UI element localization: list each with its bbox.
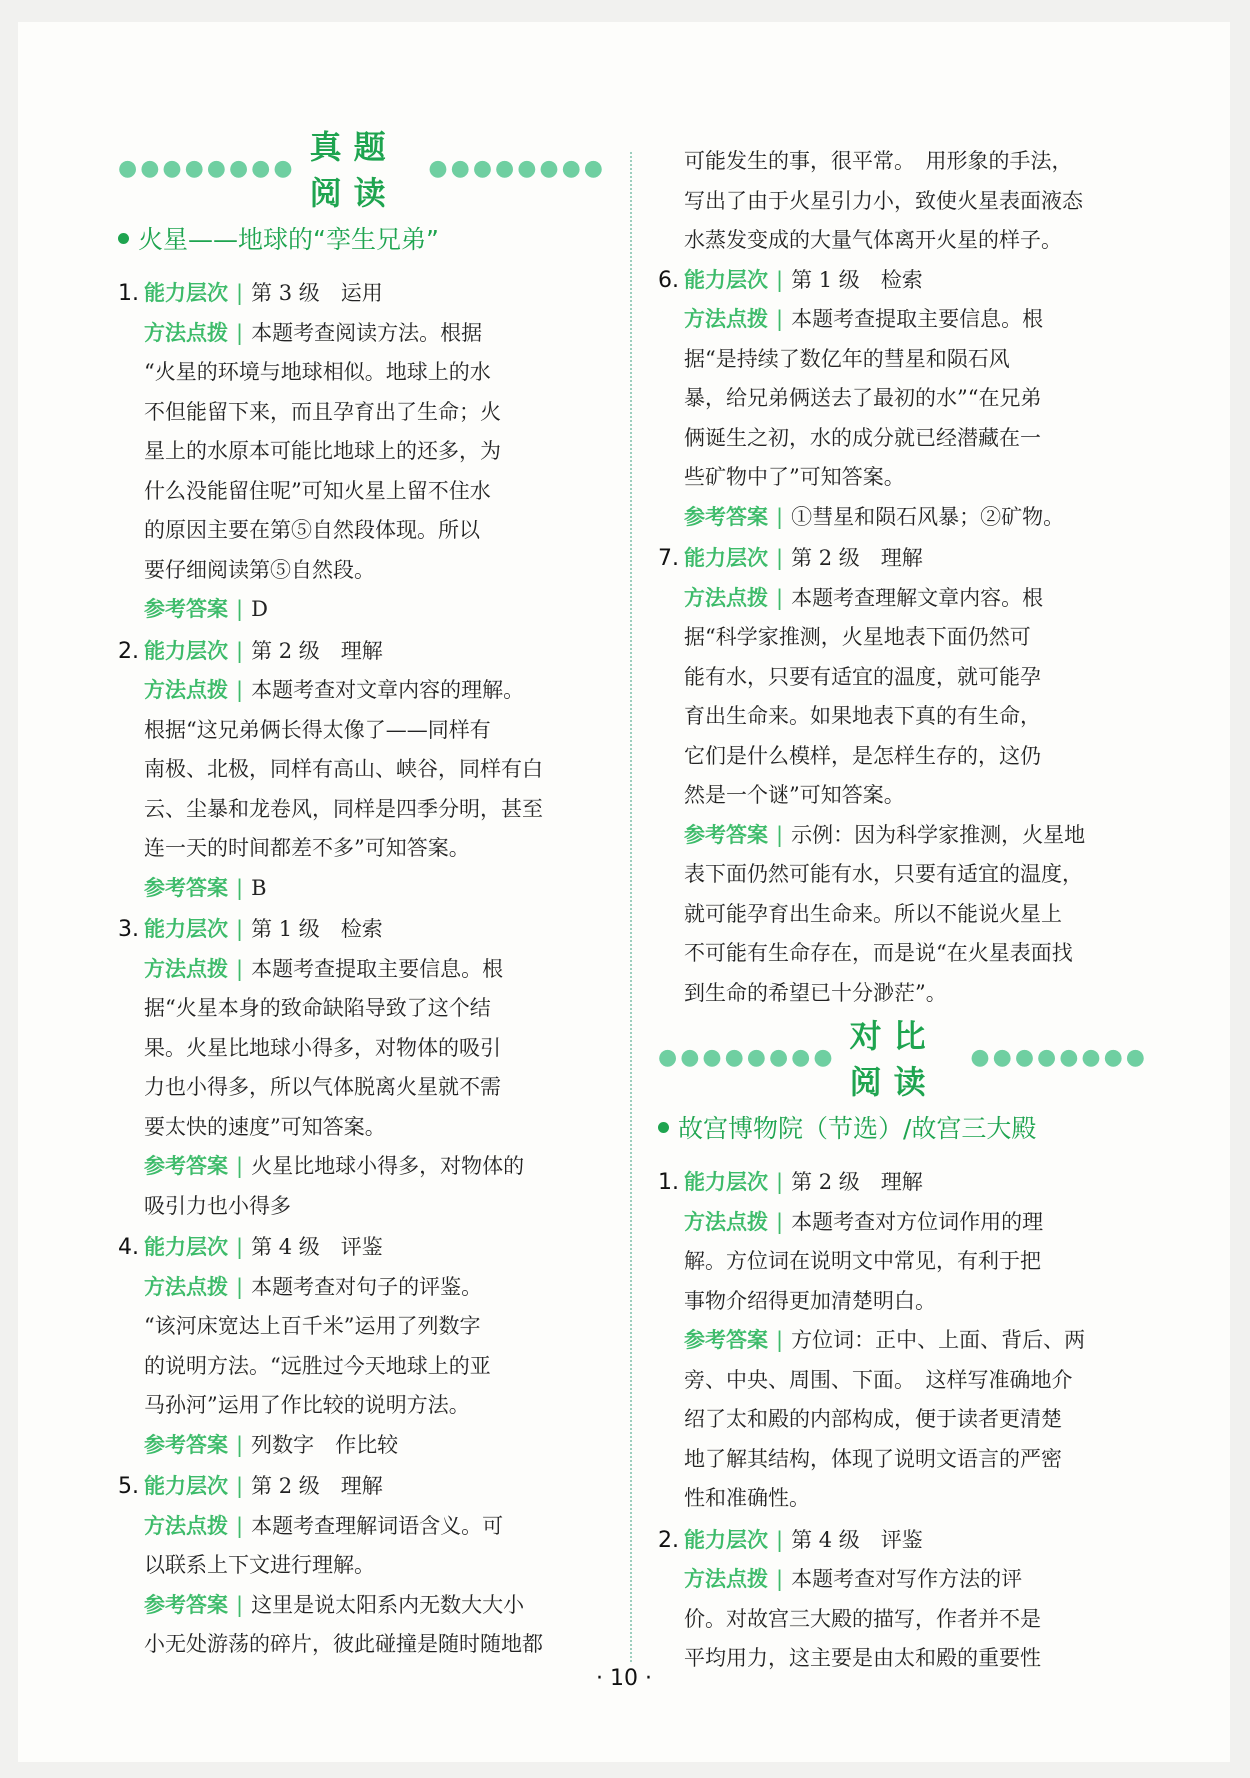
separator: | bbox=[236, 956, 244, 981]
level-tag: 能力层次 bbox=[684, 1170, 768, 1194]
text-line bbox=[658, 816, 1148, 856]
question-item bbox=[658, 1521, 1148, 1679]
text-segment: 本题考查阅读方法。根据 bbox=[251, 320, 483, 345]
separator: | bbox=[236, 1592, 244, 1617]
text-segment: 南极、北极，同样有高山、峡谷，同样有白 bbox=[144, 757, 543, 781]
section-header bbox=[658, 1017, 1148, 1101]
label-tag: 方法点拨 bbox=[684, 1209, 768, 1234]
separator: | bbox=[236, 1474, 244, 1498]
level-value: 第 2 级 理解 bbox=[791, 546, 923, 570]
right-column bbox=[658, 142, 1148, 1681]
level-tag: 能力层次 bbox=[144, 917, 228, 941]
text-line bbox=[118, 1426, 606, 1466]
question-item bbox=[118, 632, 606, 909]
separator: | bbox=[776, 822, 784, 847]
level-tag: 能力层次 bbox=[144, 281, 228, 305]
text-line bbox=[118, 1546, 606, 1586]
text-line bbox=[118, 1347, 606, 1387]
text-line bbox=[118, 1068, 606, 1108]
text-line bbox=[658, 579, 1148, 619]
decorative-dots: ●●●●●●●● bbox=[428, 155, 606, 181]
text-line bbox=[118, 472, 606, 512]
separator: | bbox=[236, 1432, 244, 1457]
text-segment: 马孙河”运用了作比较的说明方法。 bbox=[144, 1393, 470, 1417]
text-line bbox=[118, 1307, 606, 1347]
separator: | bbox=[776, 307, 784, 331]
text-segment: 事物介绍得更加清楚明白。 bbox=[684, 1288, 936, 1313]
article-title-text: 火星——地球的“孪生兄弟” bbox=[138, 225, 439, 254]
question-level-line bbox=[118, 1467, 606, 1507]
level-value: 第 1 级 检索 bbox=[791, 267, 923, 292]
section-title: 对比阅读 bbox=[849, 1017, 938, 1101]
text-segment: 旁、中央、周围、下面。 这样写准确地介 bbox=[684, 1367, 1073, 1392]
text-segment: 根据“这兄弟俩长得太像了——同样有 bbox=[144, 717, 491, 742]
separator: | bbox=[236, 638, 244, 663]
bullet-icon bbox=[118, 233, 129, 244]
label-tag: 参考答案 bbox=[144, 875, 228, 900]
text-segment: 据“科学家推测，火星地表下面仍然可 bbox=[684, 625, 1031, 649]
text-line bbox=[118, 551, 606, 591]
column-divider bbox=[630, 152, 632, 1662]
question-level-line bbox=[118, 274, 606, 314]
text-segment: 列数字 作比较 bbox=[251, 1432, 399, 1457]
text-line bbox=[658, 1242, 1148, 1282]
text-line bbox=[118, 1268, 606, 1308]
question-number: 1. bbox=[118, 281, 139, 306]
text-line bbox=[118, 989, 606, 1029]
text-line: 写出了由于火星引力小，致使火星表面液态 bbox=[684, 188, 1083, 213]
text-segment: 火星比地球小得多，对物体的 bbox=[251, 1154, 525, 1178]
question-item bbox=[118, 1467, 606, 1665]
text-line bbox=[658, 300, 1148, 340]
label-tag: 参考答案 bbox=[684, 1328, 768, 1352]
text-segment: 性和准确性。 bbox=[684, 1486, 810, 1510]
level-tag: 能力层次 bbox=[144, 1235, 228, 1259]
separator: | bbox=[236, 1235, 244, 1259]
level-tag: 能力层次 bbox=[144, 638, 228, 663]
question-item bbox=[658, 1163, 1148, 1519]
text-segment: ①彗星和陨石风暴；②矿物。 bbox=[791, 504, 1065, 529]
text-line bbox=[118, 869, 606, 909]
text-line bbox=[658, 458, 1148, 498]
text-line bbox=[118, 711, 606, 751]
text-line bbox=[118, 1147, 606, 1187]
level-tag: 能力层次 bbox=[684, 267, 768, 292]
separator: | bbox=[236, 1513, 244, 1538]
text-segment: 小无处游荡的碎片，彼此碰撞是随时随地都 bbox=[144, 1632, 543, 1656]
text-line bbox=[658, 1361, 1148, 1401]
decorative-dots: ●●●●●●●● bbox=[970, 1044, 1148, 1070]
level-value: 第 4 级 评鉴 bbox=[791, 1527, 923, 1552]
text-line bbox=[118, 790, 606, 830]
text-segment: 绍了太和殿的内部构成，便于读者更清楚 bbox=[684, 1407, 1062, 1431]
text-segment: 本题考查对文章内容的理解。 bbox=[251, 678, 525, 702]
text-segment: 些矿物中了”可知答案。 bbox=[684, 465, 905, 489]
question-level-line bbox=[118, 1228, 606, 1268]
label-tag: 参考答案 bbox=[144, 597, 228, 621]
separator: | bbox=[236, 320, 244, 345]
separator: | bbox=[236, 875, 244, 900]
text-line bbox=[658, 855, 1148, 895]
text-line bbox=[118, 1586, 606, 1626]
text-segment: 地了解其结构，体现了说明文语言的严密 bbox=[684, 1446, 1062, 1471]
label-tag: 方法点拨 bbox=[684, 1567, 768, 1591]
text-line bbox=[658, 974, 1148, 1014]
level-tag: 能力层次 bbox=[144, 1474, 228, 1498]
text-segment: 能有水，只要有适宜的温度，就可能孕 bbox=[684, 664, 1041, 689]
text-segment: 俩诞生之初，水的成分就已经潜藏在一 bbox=[684, 425, 1041, 450]
text-segment: 要太快的速度”可知答案。 bbox=[144, 1114, 386, 1139]
level-value: 第 4 级 评鉴 bbox=[251, 1235, 383, 1259]
label-tag: 方法点拨 bbox=[144, 320, 228, 345]
level-value: 第 1 级 检索 bbox=[251, 917, 383, 941]
label-tag: 参考答案 bbox=[144, 1592, 228, 1617]
separator: | bbox=[236, 917, 244, 941]
text-segment: 本题考查提取主要信息。根 bbox=[251, 956, 504, 981]
text-line bbox=[118, 1029, 606, 1069]
level-value: 第 3 级 运用 bbox=[251, 281, 383, 305]
label-tag: 参考答案 bbox=[144, 1432, 228, 1457]
text-line bbox=[658, 419, 1148, 459]
section-header bbox=[118, 128, 606, 212]
text-line bbox=[118, 750, 606, 790]
text-line bbox=[658, 1321, 1148, 1361]
text-line bbox=[658, 1282, 1148, 1322]
separator: | bbox=[236, 1154, 244, 1178]
text-line bbox=[118, 1625, 606, 1665]
question-list bbox=[118, 274, 606, 1665]
decorative-dots: ●●●●●●●● bbox=[658, 1044, 836, 1070]
text-line bbox=[118, 1108, 606, 1148]
text-segment: 本题考查对句子的评鉴。 bbox=[251, 1274, 483, 1299]
separator: | bbox=[236, 678, 244, 702]
text-segment: 据“火星本身的致命缺陷导致了这个结 bbox=[144, 996, 491, 1020]
question-number: 3. bbox=[118, 917, 139, 942]
text-line bbox=[118, 314, 606, 354]
question-number: 7. bbox=[658, 546, 679, 571]
text-line bbox=[658, 340, 1148, 380]
question-level-line bbox=[658, 261, 1148, 301]
question-item bbox=[658, 539, 1148, 1013]
level-tag: 能力层次 bbox=[684, 546, 768, 570]
question-number: 2. bbox=[658, 1527, 679, 1553]
level-value: 第 2 级 理解 bbox=[791, 1170, 923, 1194]
text-segment: 解。方位词在说明文中常见，有利于把 bbox=[684, 1249, 1041, 1273]
text-line bbox=[118, 671, 606, 711]
text-segment: 不可能有生命存在，而是说“在火星表面找 bbox=[684, 941, 1073, 965]
text-line bbox=[658, 1400, 1148, 1440]
question-number: 6. bbox=[658, 267, 679, 293]
text-segment: 力也小得多，所以气体脱离火星就不需 bbox=[144, 1075, 501, 1099]
separator: | bbox=[776, 1328, 784, 1352]
text-line bbox=[118, 511, 606, 551]
text-line bbox=[118, 829, 606, 869]
text-line bbox=[658, 1440, 1148, 1480]
text-segment: 平均用力，这主要是由太和殿的重要性 bbox=[684, 1646, 1041, 1670]
level-value: 第 2 级 理解 bbox=[251, 638, 383, 663]
text-line bbox=[118, 432, 606, 472]
question-number: 4. bbox=[118, 1235, 139, 1260]
label-tag: 方法点拨 bbox=[144, 1513, 228, 1538]
text-segment: 果。火星比地球小得多，对物体的吸引 bbox=[144, 1035, 501, 1060]
text-line bbox=[658, 895, 1148, 935]
label-tag: 方法点拨 bbox=[144, 1274, 228, 1299]
text-line bbox=[658, 737, 1148, 777]
text-segment: 不但能留下来，而且孕育出了生命；火 bbox=[144, 399, 501, 424]
page-number: · 10 · bbox=[596, 1666, 652, 1691]
label-tag: 方法点拨 bbox=[684, 307, 768, 331]
text-segment: 星上的水原本可能比地球上的还多，为 bbox=[144, 439, 501, 463]
text-segment: 什么没能留住呢”可知火星上留不住水 bbox=[144, 478, 491, 503]
text-segment: 然是一个谜”可知答案。 bbox=[684, 783, 905, 807]
text-line: 可能发生的事，很平常。 用形象的手法， bbox=[684, 149, 1073, 173]
label-tag: 参考答案 bbox=[684, 504, 768, 529]
text-line bbox=[118, 1187, 606, 1227]
level-value: 第 2 级 理解 bbox=[251, 1474, 383, 1498]
text-line bbox=[118, 353, 606, 393]
text-segment: 到生命的希望已十分渺茫”。 bbox=[684, 980, 947, 1005]
label-tag: 方法点拨 bbox=[144, 956, 228, 981]
section-title: 真题阅读 bbox=[309, 128, 398, 212]
text-segment: “火星的环境与地球相似。地球上的水 bbox=[144, 360, 491, 384]
label-tag: 方法点拨 bbox=[684, 585, 768, 610]
label-tag: 方法点拨 bbox=[144, 678, 228, 702]
text-line bbox=[658, 1560, 1148, 1600]
text-segment: 的说明方法。“远胜过今天地球上的亚 bbox=[144, 1353, 491, 1378]
text-segment: 本题考查对方位词作用的理 bbox=[791, 1209, 1044, 1234]
left-column bbox=[118, 128, 606, 1667]
article-title bbox=[118, 218, 606, 258]
text-line bbox=[118, 950, 606, 990]
text-segment: 以联系上下文进行理解。 bbox=[144, 1553, 375, 1577]
text-segment: 要仔细阅读第⑤自然段。 bbox=[144, 557, 375, 582]
text-line bbox=[658, 934, 1148, 974]
separator: | bbox=[236, 597, 244, 621]
text-segment: 吸引力也小得多 bbox=[144, 1193, 291, 1218]
text-segment: 的原因主要在第⑤自然段体现。所以 bbox=[144, 518, 480, 542]
text-segment: 就可能孕育出生命来。所以不能说火星上 bbox=[684, 901, 1062, 926]
label-tag: 参考答案 bbox=[144, 1154, 228, 1178]
text-segment: 本题考查提取主要信息。根 bbox=[791, 307, 1044, 331]
level-tag: 能力层次 bbox=[684, 1527, 768, 1552]
text-segment: 本题考查理解词语含义。可 bbox=[251, 1513, 504, 1538]
text-segment: 这里是说太阳系内无数大大小 bbox=[251, 1592, 525, 1617]
separator: | bbox=[776, 504, 784, 529]
text-segment: B bbox=[251, 875, 267, 900]
text-segment: 连一天的时间都差不多”可知答案。 bbox=[144, 836, 470, 860]
text-segment: 价。对故宫三大殿的描写，作者并不是 bbox=[684, 1606, 1041, 1631]
separator: | bbox=[236, 281, 244, 305]
separator: | bbox=[776, 585, 784, 610]
question-item bbox=[118, 274, 606, 630]
text-line bbox=[658, 618, 1148, 658]
separator: | bbox=[776, 1209, 784, 1234]
separator: | bbox=[776, 1170, 784, 1194]
question-item bbox=[658, 261, 1148, 538]
text-segment: 表下面仍然可能有水，只要有适宜的温度， bbox=[684, 862, 1083, 886]
text-line bbox=[118, 1507, 606, 1547]
separator: | bbox=[776, 546, 784, 570]
question-list bbox=[658, 1163, 1148, 1679]
question-level-line bbox=[658, 539, 1148, 579]
text-segment: 它们是什么模样，是怎样生存的，这仍 bbox=[684, 743, 1041, 768]
text-line bbox=[658, 697, 1148, 737]
separator: | bbox=[776, 267, 784, 292]
text-segment: 据“是持续了数亿年的彗星和陨石风 bbox=[684, 346, 1010, 371]
separator: | bbox=[776, 1527, 784, 1552]
text-line bbox=[118, 1386, 606, 1426]
question-level-line bbox=[658, 1521, 1148, 1561]
text-segment: D bbox=[251, 597, 268, 621]
text-line bbox=[658, 776, 1148, 816]
text-segment: 暴，给兄弟俩送去了最初的水”“在兄弟 bbox=[684, 386, 1042, 410]
label-tag: 参考答案 bbox=[684, 822, 768, 847]
question-list bbox=[658, 261, 1148, 1014]
text-segment: “该河床宽达上百千米”运用了列数字 bbox=[144, 1314, 481, 1338]
article-title bbox=[658, 1107, 1148, 1147]
text-segment: 云、尘暴和龙卷风，同样是四季分明，甚至 bbox=[144, 796, 543, 821]
question-number: 1. bbox=[658, 1170, 679, 1195]
question-item bbox=[118, 910, 606, 1226]
text-line: 水蒸发变成的大量气体离开火星的样子。 bbox=[684, 228, 1062, 252]
text-segment: 方位词：正中、上面、背后、两 bbox=[791, 1328, 1086, 1352]
text-segment: 示例：因为科学家推测，火星地 bbox=[791, 822, 1086, 847]
separator: | bbox=[236, 1274, 244, 1299]
text-line bbox=[658, 379, 1148, 419]
document-page bbox=[18, 22, 1230, 1762]
text-segment: 本题考查理解文章内容。根 bbox=[791, 585, 1044, 610]
text-line bbox=[118, 590, 606, 630]
text-line bbox=[658, 498, 1148, 538]
text-line bbox=[658, 1600, 1148, 1640]
question-level-line bbox=[118, 910, 606, 950]
bullet-icon bbox=[658, 1122, 669, 1133]
question-number: 5. bbox=[118, 1474, 139, 1499]
text-segment: 育出生命来。如果地表下真的有生命， bbox=[684, 704, 1041, 728]
text-line bbox=[658, 1203, 1148, 1243]
question-level-line bbox=[118, 632, 606, 672]
article-title-text: 故宫博物院（节选）/故宫三大殿 bbox=[678, 1114, 1037, 1143]
text-line bbox=[658, 1479, 1148, 1519]
continued-answer bbox=[658, 142, 1148, 261]
text-line bbox=[658, 658, 1148, 698]
question-item bbox=[118, 1228, 606, 1465]
question-number: 2. bbox=[118, 638, 139, 664]
decorative-dots: ●●●●●●●● bbox=[118, 155, 296, 181]
text-segment: 本题考查对写作方法的评 bbox=[791, 1567, 1023, 1591]
question-level-line bbox=[658, 1163, 1148, 1203]
separator: | bbox=[776, 1567, 784, 1591]
text-line bbox=[118, 393, 606, 433]
